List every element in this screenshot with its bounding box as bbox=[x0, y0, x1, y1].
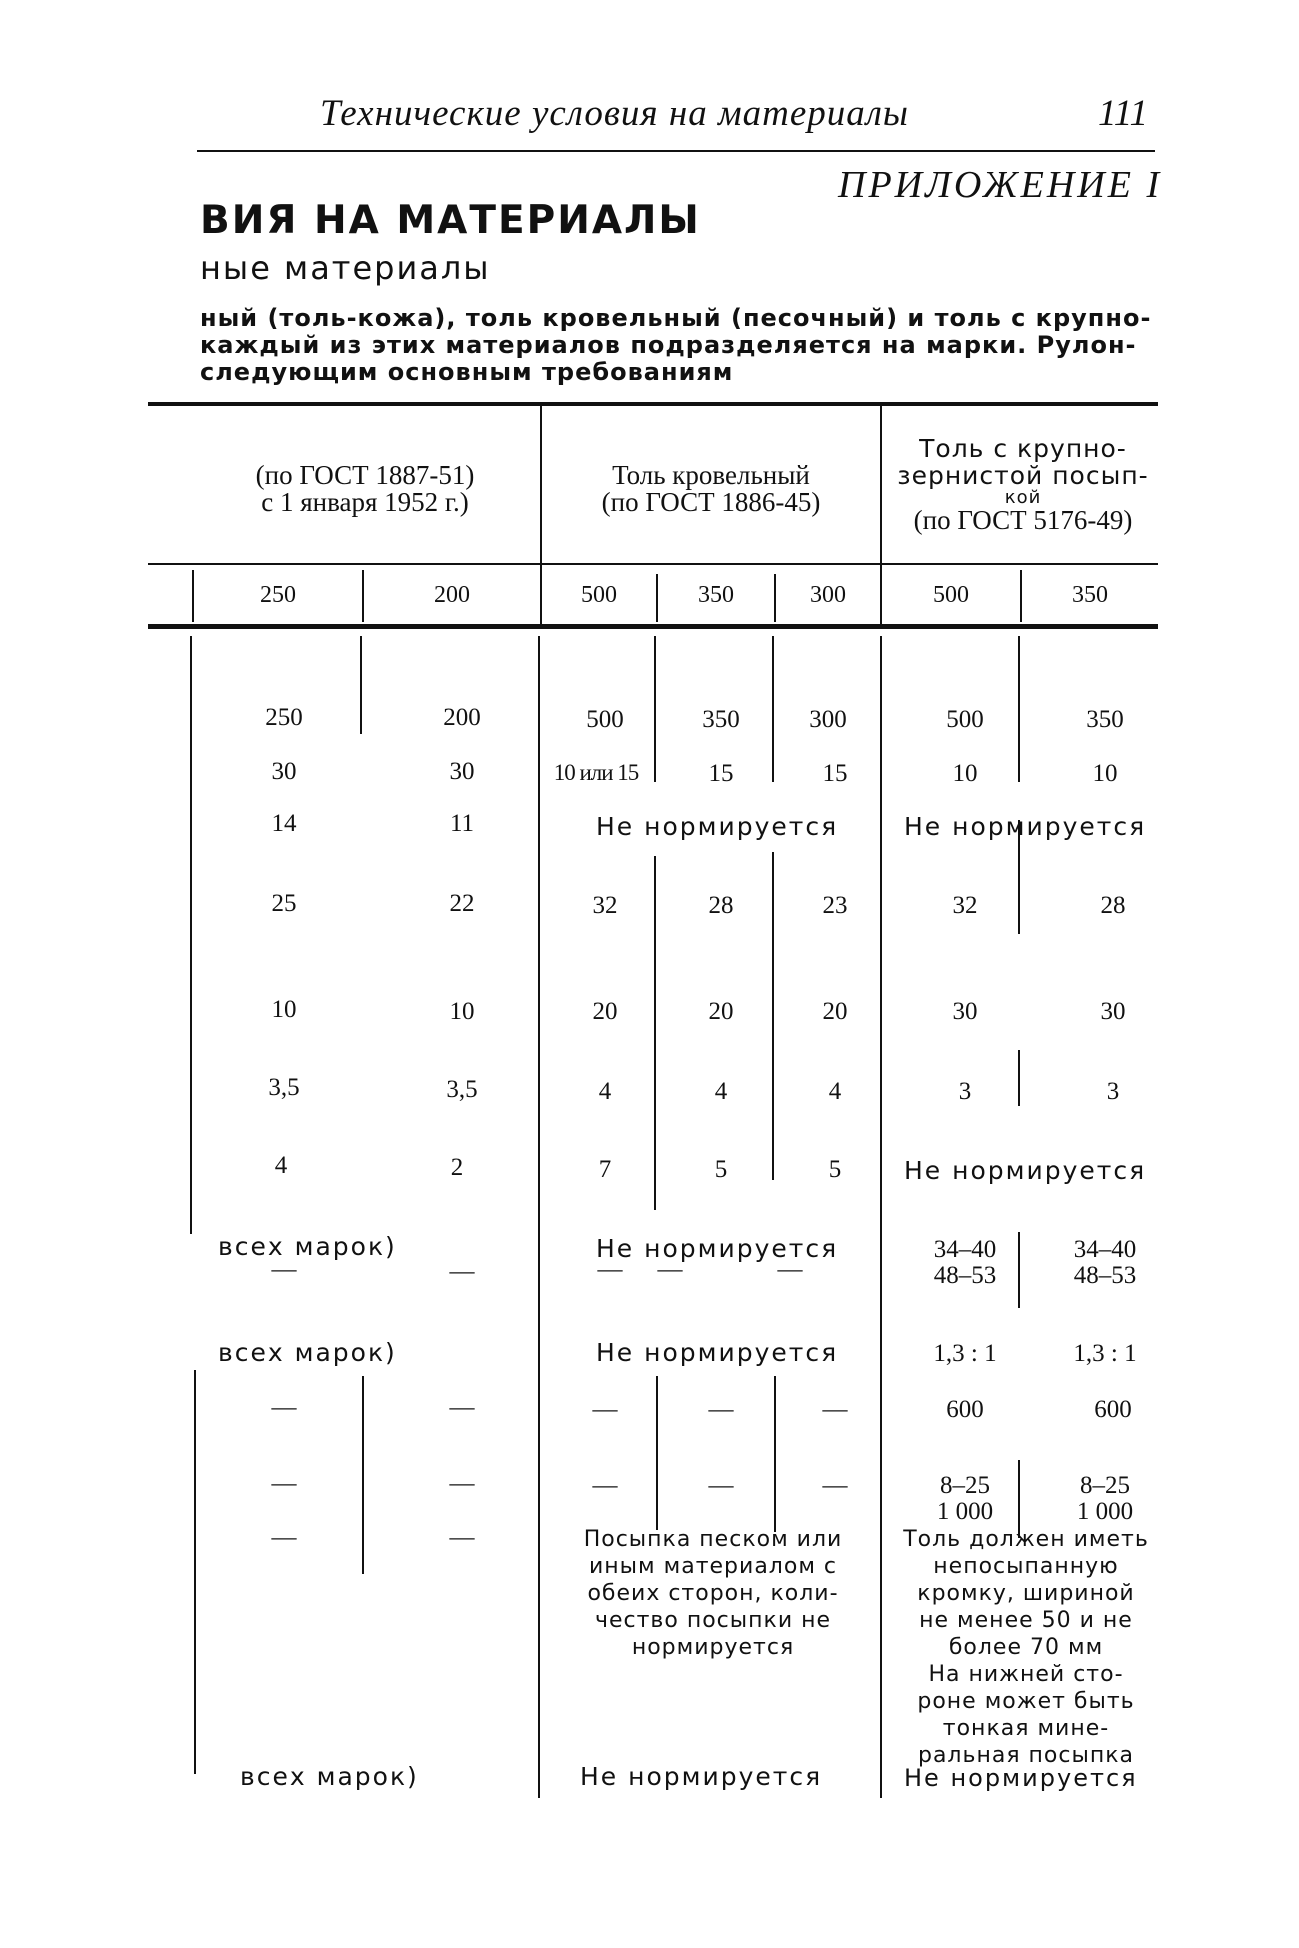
appendix-label: ПРИЛОЖЕНИЕ I bbox=[838, 164, 1163, 206]
group2-note bbox=[548, 1526, 878, 1661]
group2-header-line: (по ГОСТ 1886-45) bbox=[601, 487, 821, 517]
table-cell: 20 bbox=[708, 998, 734, 1025]
grade-header: 350 bbox=[1072, 582, 1108, 608]
range-cell: 34–40 bbox=[933, 1236, 997, 1263]
group2-header bbox=[548, 462, 874, 516]
table-cell: — bbox=[708, 1472, 734, 1499]
table-cell: 3 bbox=[1106, 1078, 1120, 1105]
group3-header-line: Толь с крупно- bbox=[919, 434, 1127, 463]
table-cell: 600 bbox=[1094, 1396, 1132, 1423]
grade-header: 350 bbox=[698, 582, 734, 608]
not-normalized-label: Не нормируется bbox=[904, 1156, 1147, 1185]
table-cell: 15 bbox=[822, 760, 848, 787]
note-line: Посыпка песком или bbox=[583, 1527, 843, 1552]
grade-header: 500 bbox=[933, 582, 969, 608]
grade-header: 500 bbox=[581, 582, 617, 608]
table-cell: 1 000 bbox=[1076, 1498, 1134, 1525]
table-cell: 14 bbox=[271, 810, 297, 837]
group3-header-line: зернистой посып- bbox=[897, 461, 1149, 490]
table-cell: 32 bbox=[592, 892, 618, 919]
grade-header: 200 bbox=[434, 582, 470, 608]
table-cell: 4 bbox=[274, 1152, 288, 1179]
page-title: ВИЯ НА МАТЕРИАЛЫ bbox=[200, 198, 701, 243]
table-cell: 200 bbox=[443, 704, 481, 731]
table-cell: 48–53 bbox=[1073, 1262, 1137, 1289]
table-cell: 10 bbox=[271, 996, 297, 1023]
table-cell: 5 bbox=[714, 1156, 728, 1183]
table-cell: 22 bbox=[449, 890, 475, 917]
table-cell: 5 bbox=[828, 1156, 842, 1183]
note-line: кромку, шириной bbox=[917, 1581, 1135, 1606]
group1-header bbox=[200, 462, 530, 516]
table-cell: 15 bbox=[708, 760, 734, 787]
group3-note bbox=[886, 1526, 1166, 1769]
table-cell: — bbox=[597, 1256, 623, 1283]
table-cell: 10 bbox=[952, 760, 978, 787]
group3-header bbox=[888, 435, 1158, 534]
all-grades-label: всех марок) bbox=[218, 1338, 397, 1367]
group3-header-line: кой bbox=[1004, 487, 1042, 508]
table-cell: 4 bbox=[714, 1078, 728, 1105]
table-cell: 8–25 bbox=[940, 1472, 990, 1499]
table-cell: 48–53 bbox=[933, 1262, 997, 1289]
table-cell: 28 bbox=[1100, 892, 1126, 919]
table-cell: 10 bbox=[1092, 760, 1118, 787]
table-top-rule bbox=[148, 402, 1158, 406]
note-line: нормируется bbox=[631, 1635, 795, 1660]
table-cell: 3 bbox=[958, 1078, 972, 1105]
note-line: более 70 мм bbox=[948, 1635, 1104, 1660]
table-cell: 3,5 bbox=[446, 1076, 478, 1103]
table-cell: — bbox=[592, 1396, 618, 1423]
note-line: тонкая мине- bbox=[942, 1716, 1110, 1741]
table-cell: 20 bbox=[822, 998, 848, 1025]
table-cell: — bbox=[271, 1256, 297, 1283]
note-line: чество посыпки не bbox=[594, 1608, 832, 1633]
table-cell: 10 или 15 bbox=[553, 760, 639, 785]
page-subtitle: ные материалы bbox=[200, 249, 491, 287]
not-normalized-label: Не нормируется bbox=[596, 1338, 839, 1367]
table-cell: 30 bbox=[952, 998, 978, 1025]
note-line: не менее 50 и не bbox=[919, 1608, 1133, 1633]
table-cell: — bbox=[657, 1256, 683, 1283]
table-cell: — bbox=[449, 1524, 475, 1551]
grade-header: 250 bbox=[260, 582, 296, 608]
range-cell: 34–40 bbox=[1073, 1236, 1137, 1263]
table-cell: 8–25 bbox=[1080, 1472, 1130, 1499]
table-cell: 300 bbox=[809, 706, 847, 733]
intro-line: следующим основным требованиям bbox=[200, 358, 734, 386]
note-line: Толь должен иметь bbox=[903, 1527, 1149, 1552]
not-normalized-label: Не нормируется bbox=[904, 812, 1147, 841]
table-cell: 20 bbox=[592, 998, 618, 1025]
table-cell: 350 bbox=[1086, 706, 1124, 733]
not-normalized-label: Не нормируется bbox=[580, 1762, 823, 1791]
table-cell: — bbox=[708, 1396, 734, 1423]
table-cell: 600 bbox=[946, 1396, 984, 1423]
table-cell: 350 bbox=[702, 706, 740, 733]
body-rule bbox=[880, 636, 882, 1798]
table-cell: — bbox=[777, 1256, 803, 1283]
group3-header-line: (по ГОСТ 5176-49) bbox=[913, 505, 1133, 535]
intro-line: каждый из этих материалов подразделяется на марки. Рулон- bbox=[200, 331, 1137, 359]
table-cell: — bbox=[271, 1394, 297, 1421]
table-cell: 30 bbox=[449, 758, 475, 785]
table-cell: 500 bbox=[946, 706, 984, 733]
ratio-cell: 1,3 : 1 bbox=[1073, 1340, 1137, 1367]
table-cell: — bbox=[822, 1396, 848, 1423]
table-cell: 2 bbox=[450, 1154, 464, 1181]
note-line: На нижней сто- bbox=[928, 1662, 1124, 1687]
table-cell: 500 bbox=[586, 706, 624, 733]
table-cell: 11 bbox=[449, 810, 475, 837]
table-cell: — bbox=[271, 1470, 297, 1497]
table-cell: 30 bbox=[271, 758, 297, 785]
header-rule bbox=[197, 150, 1155, 152]
not-normalized-label: Не нормируется bbox=[596, 812, 839, 841]
table-cell: 3,5 bbox=[268, 1074, 300, 1101]
table-cell: — bbox=[449, 1394, 475, 1421]
table-cell: — bbox=[449, 1258, 475, 1285]
group2-header-line: Толь кровельный bbox=[612, 460, 810, 490]
table-cell: 32 bbox=[952, 892, 978, 919]
running-title: Технические условия на материалы bbox=[320, 93, 909, 134]
grade-header-bottom-rule bbox=[148, 624, 1158, 629]
table-cell: — bbox=[449, 1470, 475, 1497]
note-line: непосыпанную bbox=[933, 1554, 1119, 1579]
grade-header: 300 bbox=[810, 582, 846, 608]
note-line: роне может быть bbox=[917, 1689, 1135, 1714]
table-cell: — bbox=[822, 1472, 848, 1499]
ratio-cell: 1,3 : 1 bbox=[933, 1340, 997, 1367]
table-cell: 7 bbox=[598, 1156, 612, 1183]
table-cell: 25 bbox=[271, 890, 297, 917]
header-divider-rule bbox=[148, 563, 1158, 565]
not-normalized-label: Не нормируется bbox=[904, 1764, 1138, 1792]
table-cell: 1 000 bbox=[936, 1498, 994, 1525]
table-cell: 28 bbox=[708, 892, 734, 919]
table-cell: 30 bbox=[1100, 998, 1126, 1025]
table-cell: 4 bbox=[828, 1078, 842, 1105]
page-number: 111 bbox=[1098, 93, 1149, 134]
body-rule bbox=[190, 636, 192, 1234]
note-line: обеих сторон, коли- bbox=[587, 1581, 839, 1606]
body-rule bbox=[194, 1370, 196, 1774]
intro-line: ный (толь-кожа), толь кровельный (песочный) и толь с крупно- bbox=[200, 304, 1152, 332]
note-line: иным материалом с bbox=[588, 1554, 838, 1579]
table-cell: 23 bbox=[822, 892, 848, 919]
all-grades-label: всех марок) bbox=[240, 1762, 419, 1791]
table-cell: — bbox=[271, 1524, 297, 1551]
group1-header-line: с 1 января 1952 г.) bbox=[261, 487, 469, 517]
table-cell: 10 bbox=[449, 998, 475, 1025]
note-line: ральная посыпка bbox=[917, 1743, 1135, 1768]
not-normalized-label: Не нормируется bbox=[596, 1234, 839, 1263]
all-grades-label: всех марок) bbox=[218, 1232, 397, 1261]
table-cell: — bbox=[592, 1472, 618, 1499]
table-cell: 4 bbox=[598, 1078, 612, 1105]
table-cell: 250 bbox=[265, 704, 303, 731]
group1-header-line: (по ГОСТ 1887-51) bbox=[255, 460, 475, 490]
